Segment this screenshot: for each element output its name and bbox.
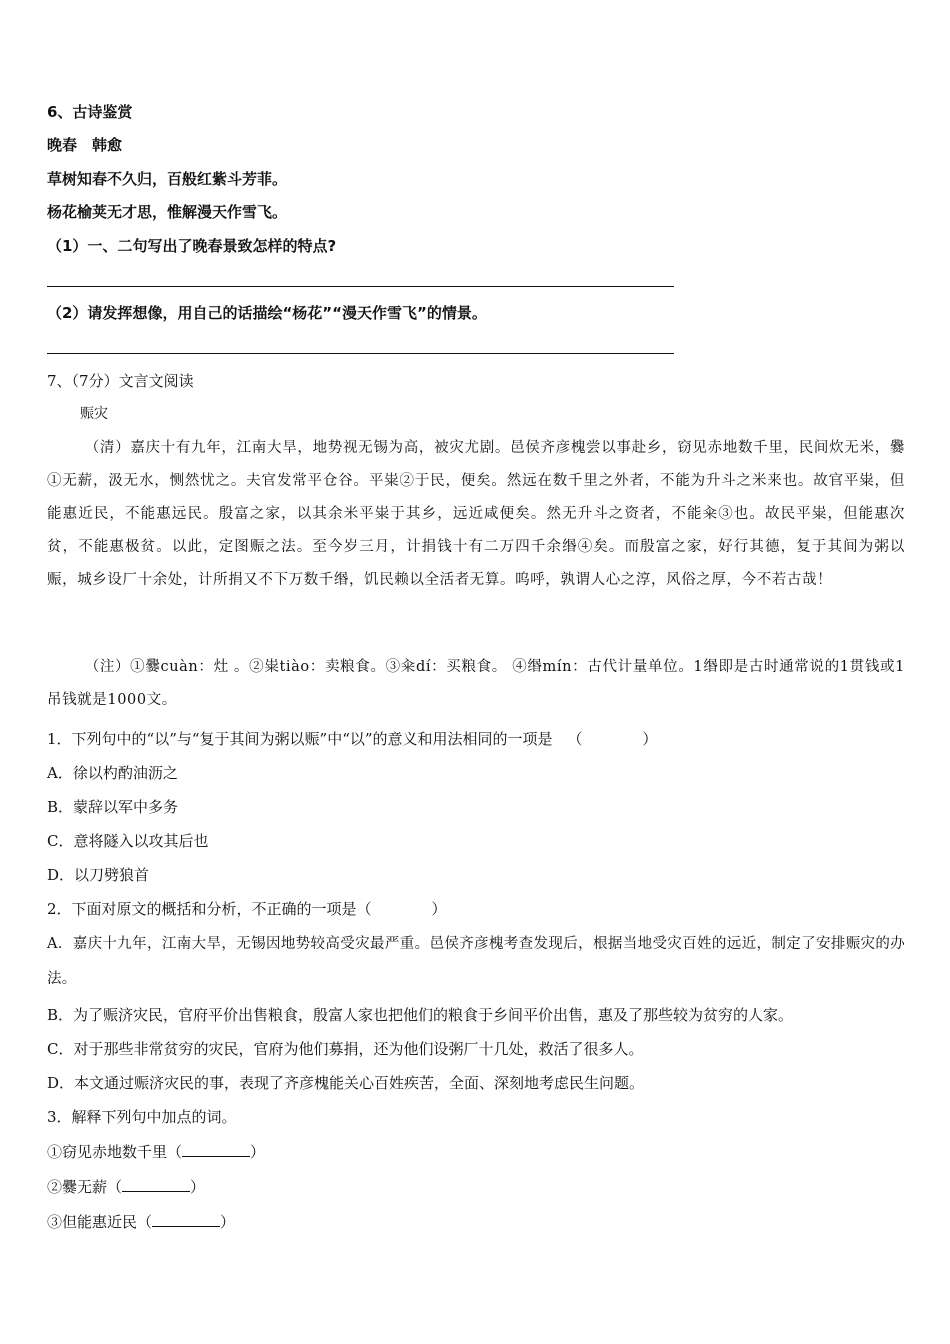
q7-1-option-a: A．徐以杓酌油沥之 (47, 764, 178, 782)
q7-2-option-b: B．为了赈济灾民，官府平价出售粮食，殷富人家也把他们的粮食于乡间平价出售，惠及了那些较为贫穷的人家。 (47, 1006, 794, 1024)
q7-3-item-1 (47, 1143, 265, 1160)
q7-3-item-3-close: ） (220, 1213, 236, 1231)
q7-3-item-2 (47, 1178, 205, 1195)
q7-3-item-2-blank[interactable] (122, 1178, 190, 1192)
q7-3-item-3-text: ③但能惠近民（ (47, 1213, 153, 1231)
q7-3-item-1-text: ①窃见赤地数千里（ (47, 1143, 183, 1161)
q6-title: 6、古诗鉴赏 (47, 103, 133, 121)
q7-2-stem-text: 2．下面对原文的概括和分析，不正确的一项是（ (47, 900, 372, 918)
q7-3-item-2-text: ②爨无薪（ (47, 1178, 123, 1196)
q7-3-item-3 (47, 1213, 235, 1230)
q7-1-stem (47, 731, 657, 747)
q7-3-stem: 3．解释下列句中加点的词。 (47, 1108, 237, 1126)
q7-1-option-d: D．以刀劈狼首 (47, 866, 150, 884)
q7-3-item-1-blank[interactable] (182, 1143, 250, 1157)
q6-sub-question-1: （1）一、二句写出了晚春景致怎样的特点? (47, 237, 337, 255)
q7-3-item-3-blank[interactable] (152, 1213, 220, 1227)
passage-notes: （注）①爨cuàn：灶 。②粜tiào：卖粮食。③籴dí：买粮食。 ④缗mín：古代计量单位。1缗即是古时通常说的1贯钱或1吊钱就是1000文。 (47, 659, 905, 708)
poem-line-2: 杨花榆荚无才思，惟解漫天作雪飞。 (47, 203, 288, 221)
q7-3-item-2-close: ） (190, 1178, 206, 1196)
q7-1-option-c: C．意将隧入以攻其后也 (47, 832, 209, 850)
answer-line-2 (47, 353, 674, 354)
q7-2-option-a: A．嘉庆十九年，江南大旱，无锡因地势较高受灾最严重。邑侯齐彦槐考查发现后，根据当地受灾百姓的远近，制定了安排赈灾的办法。 (47, 936, 905, 987)
q7-3-item-1-close: ） (250, 1143, 266, 1161)
poem-line-1: 草树知春不久归，百般红紫斗芳菲。 (47, 170, 288, 188)
q7-2-option-c: C．对于那些非常贫穷的灾民，官府为他们募捐，还为他们设粥厂十几处，救活了很多人。 (47, 1040, 644, 1058)
q7-1-paren-open: （ (567, 730, 583, 748)
q7-2-stem (47, 901, 447, 917)
q7-2-paren-close: ） (431, 900, 447, 918)
q6-sub-question-2: （2）请发挥想像，用自己的话描绘“杨花”“漫天作雪飞”的情景。 (47, 304, 487, 322)
q7-2-option-d: D．本文通过赈济灾民的事，表现了齐彦槐能关心百姓疾苦，全面、深刻地考虑民生问题。 (47, 1074, 645, 1092)
q7-1-paren-close: ） (642, 730, 658, 748)
poem-title: 晚春 韩愈 (47, 136, 123, 154)
q7-1-option-b: B．蒙辞以军中多务 (47, 798, 179, 816)
answer-line-1 (47, 286, 674, 287)
q7-1-stem-text: 1．下列句中的“以”与“复于其间为粥以赈”中“以”的意义和用法相同的一项是 (47, 730, 553, 748)
passage-text: （清）嘉庆十有九年，江南大旱，地势视无锡为高，被灾尤剧。邑侯齐彦槐尝以事赴乡，窃见赤地数千里，民间炊无米，爨①无薪，汲无水，恻然忧之。夫官发常平仓谷。平粜②于民，便矣。然远在数千里之外者，不能为升斗之米来也。故官平粜，但能惠近民，不能惠远民。殷富之家，以其余米平粜于其乡，远近咸便矣。然无升斗之资者，不能籴③也。故民平粜，但能惠次贫，不能惠极贫。以此，定图赈之法。至今岁三月，计捐钱十有二万四千余缗④矣。而殷富之家，好行其德，复于其间为粥以赈，城乡设厂十余处，计所捐又不下万数千缗，饥民赖以全活者无算。呜呼，孰谓人心之淳，风俗之厚，今不若古哉！ (47, 440, 905, 588)
q7-title: 7、（7分）文言文阅读 (47, 372, 194, 390)
passage-title: 赈灾 (80, 406, 108, 422)
